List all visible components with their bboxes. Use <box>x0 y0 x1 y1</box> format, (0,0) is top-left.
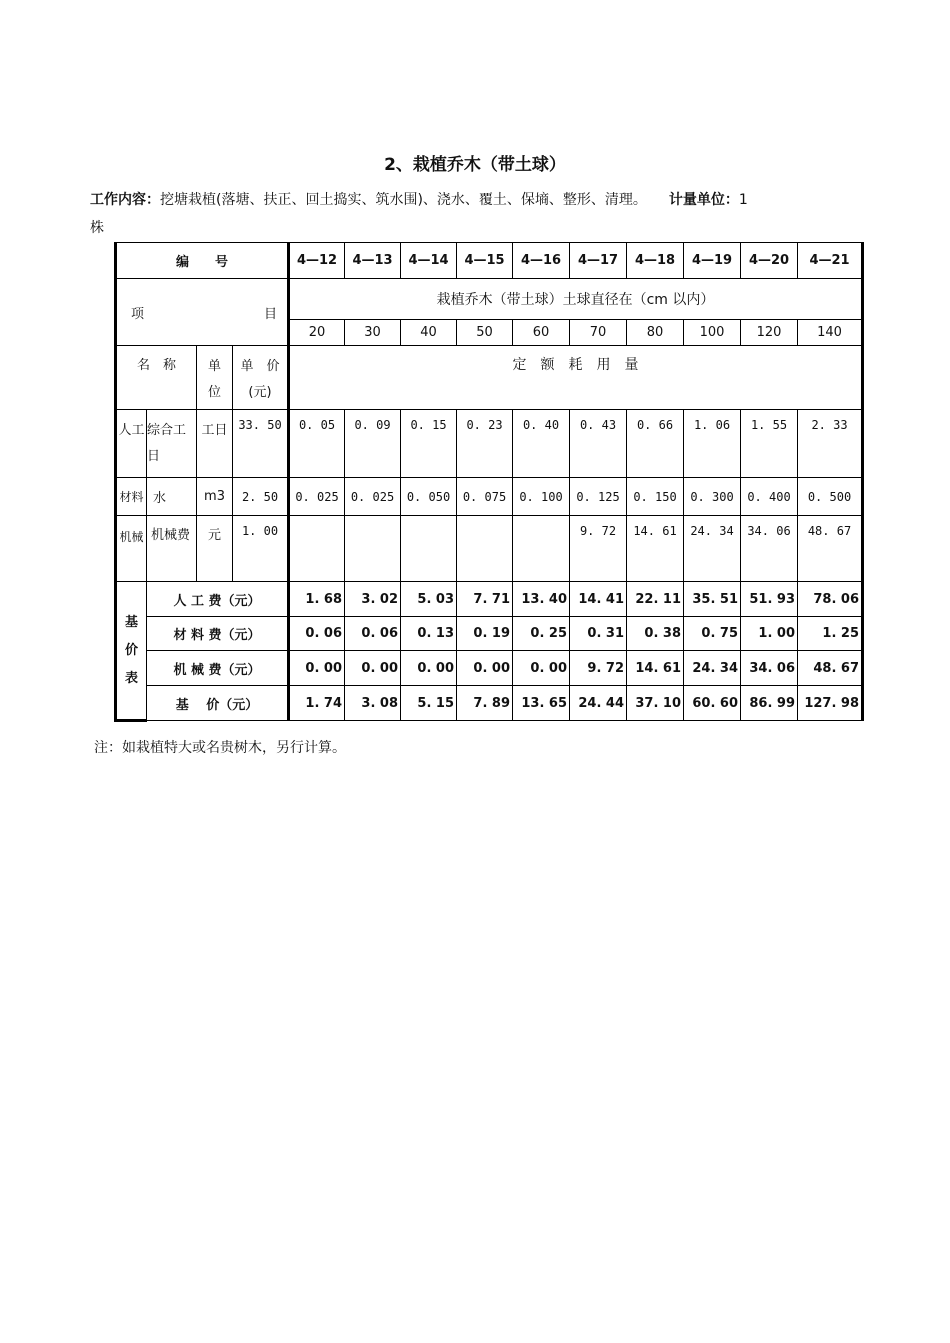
code-cell: 4—14 <box>401 243 457 279</box>
value-cell: 14. 61 <box>627 516 684 582</box>
diameter-cell: 50 <box>457 320 513 346</box>
base-value-cell: 127. 98 <box>798 686 863 721</box>
base-row-machine <box>116 651 863 686</box>
value-cell <box>401 516 457 582</box>
base-value-cell: 14. 61 <box>627 651 684 686</box>
row-price: 1. 00 <box>233 516 289 582</box>
value-cell: 0. 025 <box>289 478 345 516</box>
diameter-cell: 80 <box>627 320 684 346</box>
code-cell: 4—12 <box>289 243 345 279</box>
row-category: 材料 <box>116 478 147 516</box>
base-row-total <box>116 686 863 721</box>
value-cell: 0. 125 <box>570 478 627 516</box>
col-unit-header: 单 位 <box>197 346 233 410</box>
code-cell: 4—16 <box>513 243 570 279</box>
base-value-cell: 86. 99 <box>741 686 798 721</box>
value-cell: 24. 34 <box>684 516 741 582</box>
base-value-cell: 9. 72 <box>570 651 627 686</box>
base-value-cell: 1. 25 <box>798 617 863 651</box>
base-value-cell: 1. 00 <box>741 617 798 651</box>
value-cell: 9. 72 <box>570 516 627 582</box>
base-row-label: 机 械 费（元） <box>147 651 289 686</box>
base-value-cell: 13. 65 <box>513 686 570 721</box>
value-cell: 0. 05 <box>289 410 345 478</box>
base-value-cell: 13. 40 <box>513 582 570 617</box>
table-row-labor <box>116 410 863 478</box>
row-unit: m3 <box>197 478 233 516</box>
code-cell: 4—17 <box>570 243 627 279</box>
diameter-cell: 120 <box>741 320 798 346</box>
base-value-cell: 0. 38 <box>627 617 684 651</box>
code-cell: 4—21 <box>798 243 863 279</box>
page-title: 2、栽植乔木（带土球） <box>384 155 566 175</box>
base-value-cell: 24. 44 <box>570 686 627 721</box>
work-content-line <box>90 186 850 242</box>
row-price: 2. 50 <box>233 478 289 516</box>
diameter-cell: 100 <box>684 320 741 346</box>
base-value-cell: 0. 19 <box>457 617 513 651</box>
table-row-machine <box>116 516 863 582</box>
value-cell: 1. 06 <box>684 410 741 478</box>
base-value-cell: 0. 25 <box>513 617 570 651</box>
diameter-cell: 70 <box>570 320 627 346</box>
code-cell: 4—19 <box>684 243 741 279</box>
base-value-cell: 14. 41 <box>570 582 627 617</box>
base-value-cell: 34. 06 <box>741 651 798 686</box>
value-cell: 0. 09 <box>345 410 401 478</box>
base-value-cell: 0. 00 <box>513 651 570 686</box>
base-value-cell: 1. 74 <box>289 686 345 721</box>
code-cell: 4—13 <box>345 243 401 279</box>
base-value-cell: 24. 34 <box>684 651 741 686</box>
base-value-cell: 0. 00 <box>457 651 513 686</box>
value-cell: 0. 150 <box>627 478 684 516</box>
diameter-cell: 30 <box>345 320 401 346</box>
base-value-cell: 48. 67 <box>798 651 863 686</box>
table-row-material <box>116 478 863 516</box>
col-name-header: 名 称 <box>116 346 197 410</box>
diameter-cell: 140 <box>798 320 863 346</box>
value-cell: 0. 15 <box>401 410 457 478</box>
base-value-cell: 5. 15 <box>401 686 457 721</box>
base-row-label: 基 价（元） <box>147 686 289 721</box>
value-cell: 0. 050 <box>401 478 457 516</box>
base-value-cell: 37. 10 <box>627 686 684 721</box>
base-value-cell: 0. 06 <box>289 617 345 651</box>
base-row-labor <box>116 582 863 617</box>
work-content-text: 挖塘栽植(落塘、扶正、回土捣实、筑水围)、浇水、覆土、保墒、整形、清理。 <box>160 192 647 208</box>
base-value-cell: 1. 68 <box>289 582 345 617</box>
value-cell: 0. 025 <box>345 478 401 516</box>
row-category: 人工 <box>116 410 147 478</box>
value-cell <box>289 516 345 582</box>
work-content-label: 工作内容： <box>90 192 160 208</box>
base-value-cell: 5. 03 <box>401 582 457 617</box>
row-name: 机械费 <box>147 516 197 582</box>
value-cell: 0. 075 <box>457 478 513 516</box>
value-cell <box>513 516 570 582</box>
diameter-cell: 20 <box>289 320 345 346</box>
value-cell: 0. 100 <box>513 478 570 516</box>
base-value-cell: 0. 75 <box>684 617 741 651</box>
base-value-cell: 51. 93 <box>741 582 798 617</box>
value-cell: 2. 33 <box>798 410 863 478</box>
base-value-cell: 0. 13 <box>401 617 457 651</box>
row-unit: 工日 <box>197 410 233 478</box>
value-cell: 48. 67 <box>798 516 863 582</box>
code-header: 编 号 <box>116 243 289 279</box>
code-cell: 4—20 <box>741 243 798 279</box>
value-cell: 34. 06 <box>741 516 798 582</box>
value-cell: 0. 300 <box>684 478 741 516</box>
unit-label: 计量单位： <box>668 192 739 208</box>
value-cell: 0. 40 <box>513 410 570 478</box>
row-name: 水 <box>147 478 197 516</box>
spec-title: 栽植乔木（带土球）土球直径在（cm 以内） <box>289 279 863 320</box>
value-cell: 0. 43 <box>570 410 627 478</box>
base-row-label: 材 料 费（元） <box>147 617 289 651</box>
value-cell: 0. 400 <box>741 478 798 516</box>
unit-value: 1 <box>738 192 748 208</box>
base-value-cell: 0. 06 <box>345 617 401 651</box>
base-value-cell: 0. 00 <box>345 651 401 686</box>
value-cell: 0. 500 <box>798 478 863 516</box>
row-unit: 元 <box>197 516 233 582</box>
footnote: 注：如栽植特大或名贵树木，另行计算。 <box>94 740 346 756</box>
base-value-cell: 35. 51 <box>684 582 741 617</box>
base-value-cell: 22. 11 <box>627 582 684 617</box>
row-price: 33. 50 <box>233 410 289 478</box>
value-cell: 0. 66 <box>627 410 684 478</box>
quota-header: 定 额 耗 用 量 <box>289 346 863 410</box>
code-cell: 4—18 <box>627 243 684 279</box>
row-name: 综合工日 <box>147 410 197 478</box>
diameter-cell: 60 <box>513 320 570 346</box>
value-cell <box>345 516 401 582</box>
base-value-cell: 0. 00 <box>401 651 457 686</box>
base-label: 基价表 <box>116 582 147 721</box>
base-value-cell: 3. 08 <box>345 686 401 721</box>
base-row-material <box>116 617 863 651</box>
item-header: 项 目 <box>116 279 289 346</box>
value-cell: 1. 55 <box>741 410 798 478</box>
quota-table <box>114 242 864 722</box>
unit-wrap: 株 <box>90 220 104 236</box>
column-header-row <box>116 346 863 410</box>
base-value-cell: 0. 00 <box>289 651 345 686</box>
col-price-header: 单 价 (元) <box>233 346 289 410</box>
code-row <box>116 243 863 279</box>
diameter-cell: 40 <box>401 320 457 346</box>
item-row <box>116 279 863 320</box>
value-cell: 0. 23 <box>457 410 513 478</box>
base-value-cell: 3. 02 <box>345 582 401 617</box>
code-cell: 4—15 <box>457 243 513 279</box>
base-value-cell: 7. 89 <box>457 686 513 721</box>
row-category: 机械 <box>116 516 147 582</box>
base-row-label: 人 工 费（元） <box>147 582 289 617</box>
base-value-cell: 0. 31 <box>570 617 627 651</box>
base-value-cell: 78. 06 <box>798 582 863 617</box>
value-cell <box>457 516 513 582</box>
base-value-cell: 7. 71 <box>457 582 513 617</box>
base-value-cell: 60. 60 <box>684 686 741 721</box>
